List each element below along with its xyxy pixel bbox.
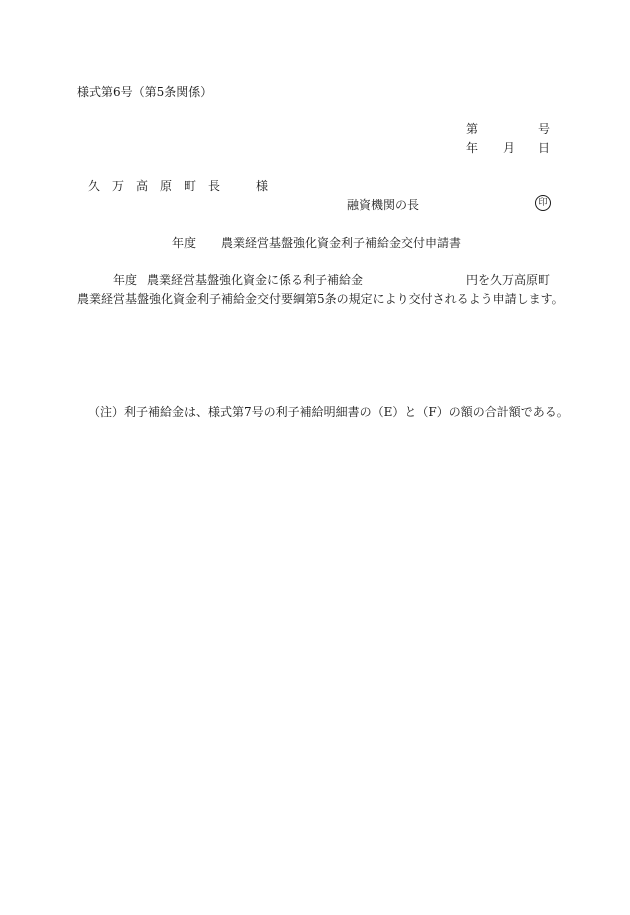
applicant-label: 融資機関の長 [347,198,420,212]
body-line2-text: 農業経営基盤強化資金利子補給金交付要綱第5条の規定により交付されるよう申請します。 [77,292,564,306]
body-line1-amount-suffix: 円を久万高原町 [466,273,551,287]
date-month-label: 月 [503,141,516,155]
title-year-label: 年度 [172,236,197,250]
document-number-suffix: 号 [538,122,551,136]
document-title: 農業経営基盤強化資金利子補給金交付申請書 [221,236,462,250]
addressee: 久 万 高 原 町 長 様 [88,179,269,193]
footnote: （注）利子補給金は、様式第7号の利子補給明細書の（E）と（F）の額の合計額である。 [88,405,569,419]
seal-mark: 印 [535,195,551,211]
form-number: 様式第6号（第5条関係） [77,85,213,99]
date-day-label: 日 [538,141,551,155]
body-line1-text: 農業経営基盤強化資金に係る利子補給金 [147,273,364,287]
document-number-prefix: 第 [466,122,479,136]
date-year-label: 年 [466,141,479,155]
body-year-label: 年度 [113,273,138,287]
